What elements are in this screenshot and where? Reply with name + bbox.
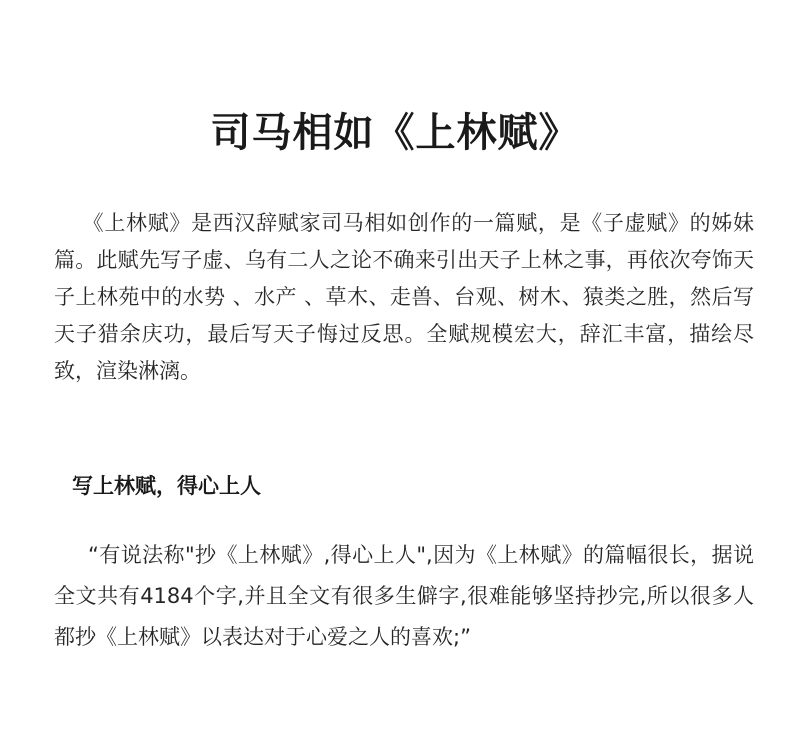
intro-paragraph [54,205,754,390]
section-heading: 写上林赋，得心上人 [72,474,261,499]
article-title: 司马相如《上林赋》 [210,108,580,156]
quote-paragraph [54,535,754,658]
intro-text: 《上林赋》是西汉辞赋家司马相如创作的一篇赋，是《子虚赋》的姊妹篇。此赋先写子虚、乌有二人之论不确来引出天子上林之事，再依次夸饰天子上林苑中的水势 、水产 、草木、走兽、台观、树木、猿类之胜，然后写天子猎余庆功，最后写天子悔过反思。全赋规模宏大，辞汇丰富，描绘尽致，渲染淋漓。 [54,211,754,383]
quote-text: “有说法称"抄《上林赋》,得心上人",因为《上林赋》的篇幅很长，据说全文共有4184个字,并且全文有很多生僻字,很难能够坚持抄完,所以很多人都抄《上林赋》以表达对于心爱之人的喜欢;” [54,543,754,649]
